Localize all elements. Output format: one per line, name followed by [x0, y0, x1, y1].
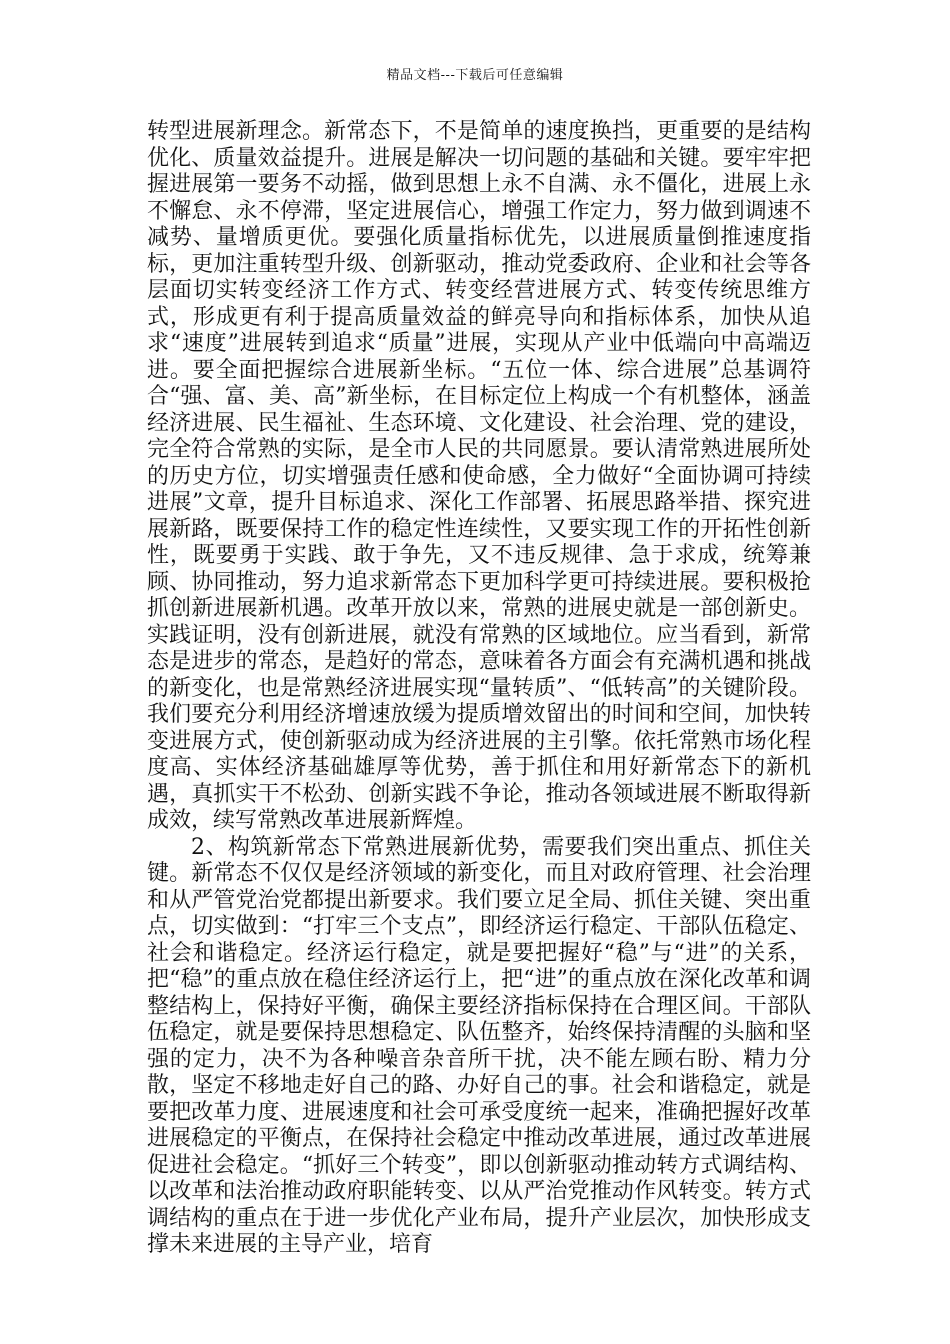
- document-body: [147, 119, 811, 1259]
- body-paragraph-1: 转型进展新理念。新常态下，不是简单的速度换挡，更重要的是结构优化、质量效益提升。进展是解决一切问题的基础和关键。要牢牢把握进展第一要务不动摇，做到思想上永不自满、永不僵化，进展上永不懈怠、永不停滞，坚定进展信心，增强工作定力，努力做到调速不减势、量增质更优。要强化质量指标优先，以进展质量倒推速度指标，更加注重转型升级、创新驱动，推动党委政府、企业和社会等各层面切实转变经济工作方式、转变经营进展方式、转变传统思维方式，形成更有利于提高质量效益的鲜亮导向和指标体系，加快从追求“速度”进展转到追求“质量”进展，实现从产业中低端向中高端迈进。要全面把握综合进展新坐标。“五位一体、综合进展”总基调符合“强、富、美、高”新坐标，在目标定位上构成一个有机整体，涵盖经济进展、民生福祉、生态环境、文化建设、社会治理、党的建设，完全符合常熟的实际，是全市人民的共同愿景。要认清常熟进展所处的历史方位，切实增强责任感和使命感，全力做好“全面协调可持续进展”文章，提升目标追求、深化工作部署、拓展思路举措、探究进展新路，既要保持工作的稳定性连续性，又要实现工作的开拓性创新性，既要勇于实践、敢于争先，又不违反规律、急于求成，统筹兼顾、协同推动，努力追求新常态下更加科学更可持续进展。要积极抢抓创新进展新机遇。改革开放以来，常熟的进展史就是一部创新史。实践证明，没有创新进展，就没有常熟的区域地位。应当看到，新常态是进步的常态，是趋好的常态，意味着各方面会有充满机遇和挑战的新变化，也是常熟经济进展实现“量转质”、“低转高”的关键阶段。我们要充分利用经济增速放缓为提质增效留出的时间和空间，加快转变进展方式，使创新驱动成为经济进展的主引擎。依托常熟市场化程度高、实体经济基础雄厚等优势，善于抓住和用好新常态下的新机遇，真抓实干不松劲、创新实践不争论，推动各领域进展不断取得新成效，续写常熟改革进展新辉煌。: [147, 119, 811, 833]
- body-paragraph-2: 2、构筑新常态下常熟进展新优势，需要我们突出重点、抓住关键。新常态不仅仅是经济领域的新变化，而且对政府管理、社会治理和从严管党治党都提出新要求。我们要立足全局、抓住关键、突出重点，切实做到：“打牢三个支点”，即经济运行稳定、干部队伍稳定、社会和谐稳定。经济运行稳定，就是要把握好“稳”与“进”的关系，把“稳”的重点放在稳住经济运行上，把“进”的重点放在深化改革和调整结构上，保持好平衡，确保主要经济指标保持在合理区间。干部队伍稳定，就是要保持思想稳定、队伍整齐，始终保持清醒的头脑和坚强的定力，决不为各种噪音杂音所干扰，决不能左顾右盼、精力分散，坚定不移地走好自己的路、办好自己的事。社会和谐稳定，就是要把改革力度、进展速度和社会可承受度统一起来，准确把握好改革进展稳定的平衡点，在保持社会稳定中推动改革进展，通过改革进展促进社会稳定。“抓好三个转变”，即以创新驱动推动转方式调结构、以改革和法治推动政府职能转变、以从严治党推动作风转变。转方式调结构的重点在于进一步优化产业布局，提升产业层次，加快形成支撑未来进展的主导产业，培育: [147, 834, 811, 1257]
- page-header: 精品文档---下载后可任意编辑: [386, 68, 564, 83]
